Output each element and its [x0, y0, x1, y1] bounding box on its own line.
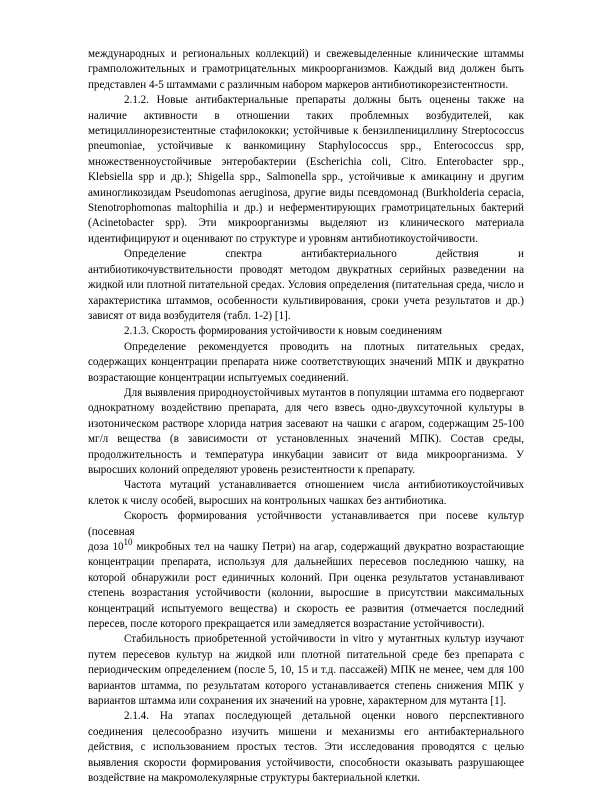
paragraph-natural-mutants: Для выявления природноустойчивых мутантов в популяции штамма его подвергают однократному воздействию препарата, для чего взвесь одно-двухсуточной культуры в изотоническом растворе хлорида натрия засевают на чашки с агаром, содержащим 25-100 мг/л вещества (в зависимости от установленных значений МПК). Состав среды, продолжительность и температура инкубации зависит от вида микроорганизма. У выросших колоний определяют уровень резистентности к препарату. — [88, 386, 524, 476]
document-page — [88, 47, 524, 787]
paragraph-spectrum-definition: Определение спектра антибактериального действия и антибиотикочувствительности проводят методом двукратных серийных разведении на жидкой или плотной питательной средах. Условия определения (питательная среда, число и характеристика штаммов, особенности культивирования, сроки учета результатов и др.) зависят от вида возбудителя (табл. 1-2) [1]. — [88, 248, 524, 322]
paragraph-dense-media: Определение рекомендуется проводить на плотных питательных средах, содержащих концентрации препарата ниже соответствующих значений МПК и двукратно возрастающие концентрации испытуемых соединений. — [88, 340, 524, 384]
paragraph-resistance-rate-intro: Скорость формирования устойчивости устанавливается при посеве культур (посевная — [88, 510, 524, 538]
dose-base: 10 — [112, 541, 124, 553]
section-heading-2-1-3: 2.1.3. Скорость формирования устойчивости к новым соединениям — [124, 325, 443, 338]
paragraph-stability: Стабильность приобретенной устойчивости in vitro у мутантных культур изучают путем пересевов культур на жидкой или плотной питательной среде без препарата с периодическим определением (после 5, 10, 15 и т.д. пассажей) МПК не менее, чем для 100 вариантов штамма, по результатам которого устанавливается степень снижения МПК у вариантов штамма или сохранения их значений на уровне, характерном для мутанта [1]. — [88, 633, 524, 708]
dose-exponent: 10 — [123, 537, 133, 547]
paragraph-collections-continued: международных и региональных коллекций) и свежевыделенные клинические штаммы грамположительных и грамотрицательных микроорганизмов. Каждый вид должен быть представлен 4-5 штаммами с различным набором маркеров антибиотикорезистентности. — [88, 48, 524, 91]
dose-prefix: доза — [88, 541, 113, 553]
paragraph-2-1-4: 2.1.4. На этапах последующей детальной оценки нового перспективного соединения целесообразно изучить мишени и механизмы его антибактериального действия, с использованием простых тестов. Эти исследования проводятся с целью выявления скорости формирования устойчивости, способности оказывать разрушающее воздействие на макромолекулярные структуры бактериальной клетки. — [88, 710, 524, 785]
paragraph-resistance-rate — [88, 537, 524, 632]
paragraph-2-1-2: 2.1.2. Новые антибактериальные препараты должны быть оценены также на наличие активности в отношении таких проблемных возбудителей, как метициллинорезистентные стафилококки; устойчивые к бензилпенициллину Streptococcus pneumoniae, устойчивые к ванкомицину Staphylococcus spp., Enterococcus spp, множественноустойчивые энтеробактерии (Escherichia coli, Citro. Enterobacter spp., Klebsiella spp и др.); Shigella spp., Salmonella spp., устойчивые к амикацину и другим аминогликозидам Pseudomonas aeruginosa, другие виды псевдомонад (Burkholderia cepacia, Stenotrophomonas maltophilia и др.) и неферментирующих грамотрицательных бактерий (Acinetobacter spp). Эти микроорганизмы выделяют из клинического материала идентифицируют и оценивают по структуре и уровням антибиотикоустойчивости. — [88, 94, 524, 245]
paragraph-resistance-rate-body: микробных тел на чашку Петри) на агар, содержащий двукратно возрастающие концентрации препарата, используя для дальнейших пересевов последнюю чашку, на которой обнаружили рост единичных колоний. При оценка результатов устанавливают степень возрастания устойчивости (колонии, выросшие в присутствии максимальных концентраций испытуемого вещества) и скорость ее развития (отмечается последний пересев, после которого прекращается или замедляется возрастание устойчивости). — [88, 541, 524, 631]
paragraph-mutation-frequency: Частота мутаций устанавливается отношением числа антибиотикоустойчивых клеток к числу особей, выросших на контрольных чашках без антибиотика. — [88, 479, 524, 507]
